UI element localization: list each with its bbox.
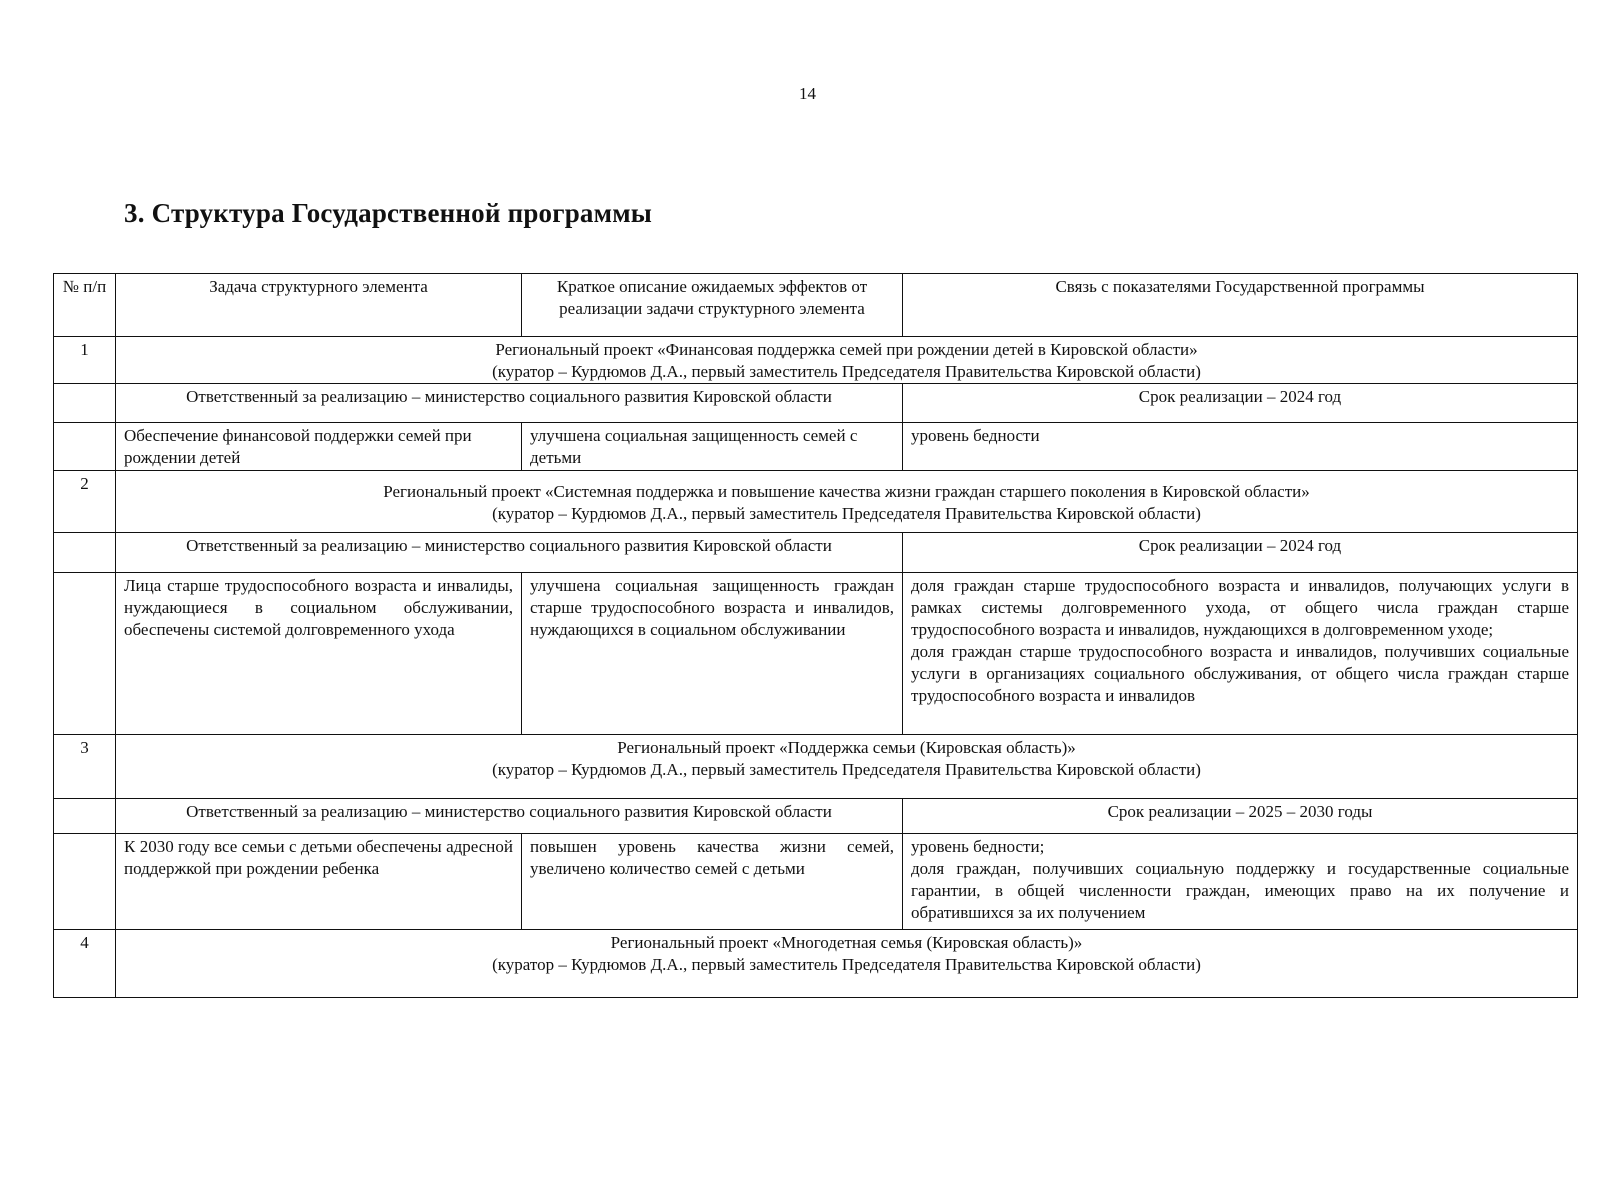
- project-title-cell: [116, 471, 1578, 533]
- project-row-4: [54, 930, 1578, 998]
- project-title-cell: [116, 735, 1578, 799]
- project-curator: (куратор – Курдюмов Д.А., первый заместитель Председателя Правительства Кировской области): [492, 955, 1201, 974]
- indicators-cell: [903, 423, 1578, 471]
- project-curator: (куратор – Курдюмов Д.А., первый заместитель Председателя Правительства Кировской области): [492, 362, 1201, 381]
- responsible-row-3: [54, 799, 1578, 834]
- project-title: Региональный проект «Финансовая поддержка семей при рождении детей в Кировской области»: [495, 340, 1198, 359]
- project-row-1: [54, 337, 1578, 384]
- project-row-3: [54, 735, 1578, 799]
- row-number: 3: [54, 735, 116, 799]
- structure-table: [53, 273, 1578, 998]
- empty-num-cell: [54, 799, 116, 834]
- term-text: Срок реализации – 2025 – 2030 годы: [903, 799, 1578, 834]
- table-header-row: [54, 274, 1578, 337]
- responsible-text: Ответственный за реализацию – министерство социального развития Кировской области: [116, 384, 903, 423]
- indicator-text: уровень бедности: [911, 426, 1040, 445]
- header-task: Задача структурного элемента: [116, 274, 522, 337]
- task-row-2: [54, 573, 1578, 735]
- empty-num-cell: [54, 834, 116, 930]
- project-title-cell: [116, 337, 1578, 384]
- effect-text: повышен уровень качества жизни семей, увеличено количество семей с детьми: [522, 834, 903, 930]
- project-title-cell: [116, 930, 1578, 998]
- header-effect: Краткое описание ожидаемых эффектов от реализации задачи структурного элемента: [522, 274, 903, 337]
- indicators-cell: [903, 573, 1578, 735]
- empty-num-cell: [54, 533, 116, 573]
- indicator-text: доля граждан старше трудоспособного возраста и инвалидов, получивших социальные услуги в организациях социального обслуживания, от общего числа граждан старше трудоспособного возраста и инвалидов: [911, 642, 1569, 705]
- effect-text: улучшена социальная защищенность семей с детьми: [522, 423, 903, 471]
- responsible-text: Ответственный за реализацию – министерство социального развития Кировской области: [116, 533, 903, 573]
- responsible-row-1: [54, 384, 1578, 423]
- project-curator: (куратор – Курдюмов Д.А., первый заместитель Председателя Правительства Кировской области): [492, 504, 1201, 523]
- term-text: Срок реализации – 2024 год: [903, 384, 1578, 423]
- section-title: 3. Структура Государственной программы: [124, 198, 653, 228]
- responsible-text: Ответственный за реализацию – министерство социального развития Кировской области: [116, 799, 903, 834]
- indicator-text: уровень бедности;: [911, 837, 1045, 856]
- page-number: 14: [799, 84, 816, 103]
- responsible-row-2: [54, 533, 1578, 573]
- empty-num-cell: [54, 384, 116, 423]
- term-text: Срок реализации – 2024 год: [903, 533, 1578, 573]
- effect-text: улучшена социальная защищенность граждан старше трудоспособного возраста и инвалидов, нуждающихся в социальном обслуживании: [522, 573, 903, 735]
- header-link: Связь с показателями Государственной программы: [903, 274, 1578, 337]
- task-text: Обеспечение финансовой поддержки семей при рождении детей: [116, 423, 522, 471]
- project-title: Региональный проект «Многодетная семья (Кировская область)»: [610, 933, 1083, 952]
- task-row-1: [54, 423, 1578, 471]
- empty-num-cell: [54, 423, 116, 471]
- row-number: 1: [54, 337, 116, 384]
- indicator-text: доля граждан старше трудоспособного возраста и инвалидов, получающих услуги в рамках системы долговременного ухода, от общего числа граждан старше трудоспособного возраста и инвалидов, нуждающихся в долговременном уходе;: [911, 576, 1569, 639]
- task-text: Лица старше трудоспособного возраста и инвалиды, нуждающиеся в социальном обслуживании, обеспечены системой долговременного ухода: [116, 573, 522, 735]
- row-number: 4: [54, 930, 116, 998]
- project-title: Региональный проект «Поддержка семьи (Кировская область)»: [617, 738, 1076, 757]
- empty-num-cell: [54, 573, 116, 735]
- indicators-cell: [903, 834, 1578, 930]
- indicator-text: доля граждан, получивших социальную поддержку и государственные социальные гарантии, в общей численности граждан, имеющих право на их получение и обратившихся за их получением: [911, 859, 1569, 922]
- project-title: Региональный проект «Системная поддержка и повышение качества жизни граждан старшего поколения в Кировской области»: [383, 482, 1310, 501]
- project-row-2: [54, 471, 1578, 533]
- project-curator: (куратор – Курдюмов Д.А., первый заместитель Председателя Правительства Кировской области): [492, 760, 1201, 779]
- row-number: 2: [54, 471, 116, 533]
- task-row-3: [54, 834, 1578, 930]
- task-text: К 2030 году все семьи с детьми обеспечены адресной поддержкой при рождении ребенка: [116, 834, 522, 930]
- header-num: № п/п: [54, 274, 116, 337]
